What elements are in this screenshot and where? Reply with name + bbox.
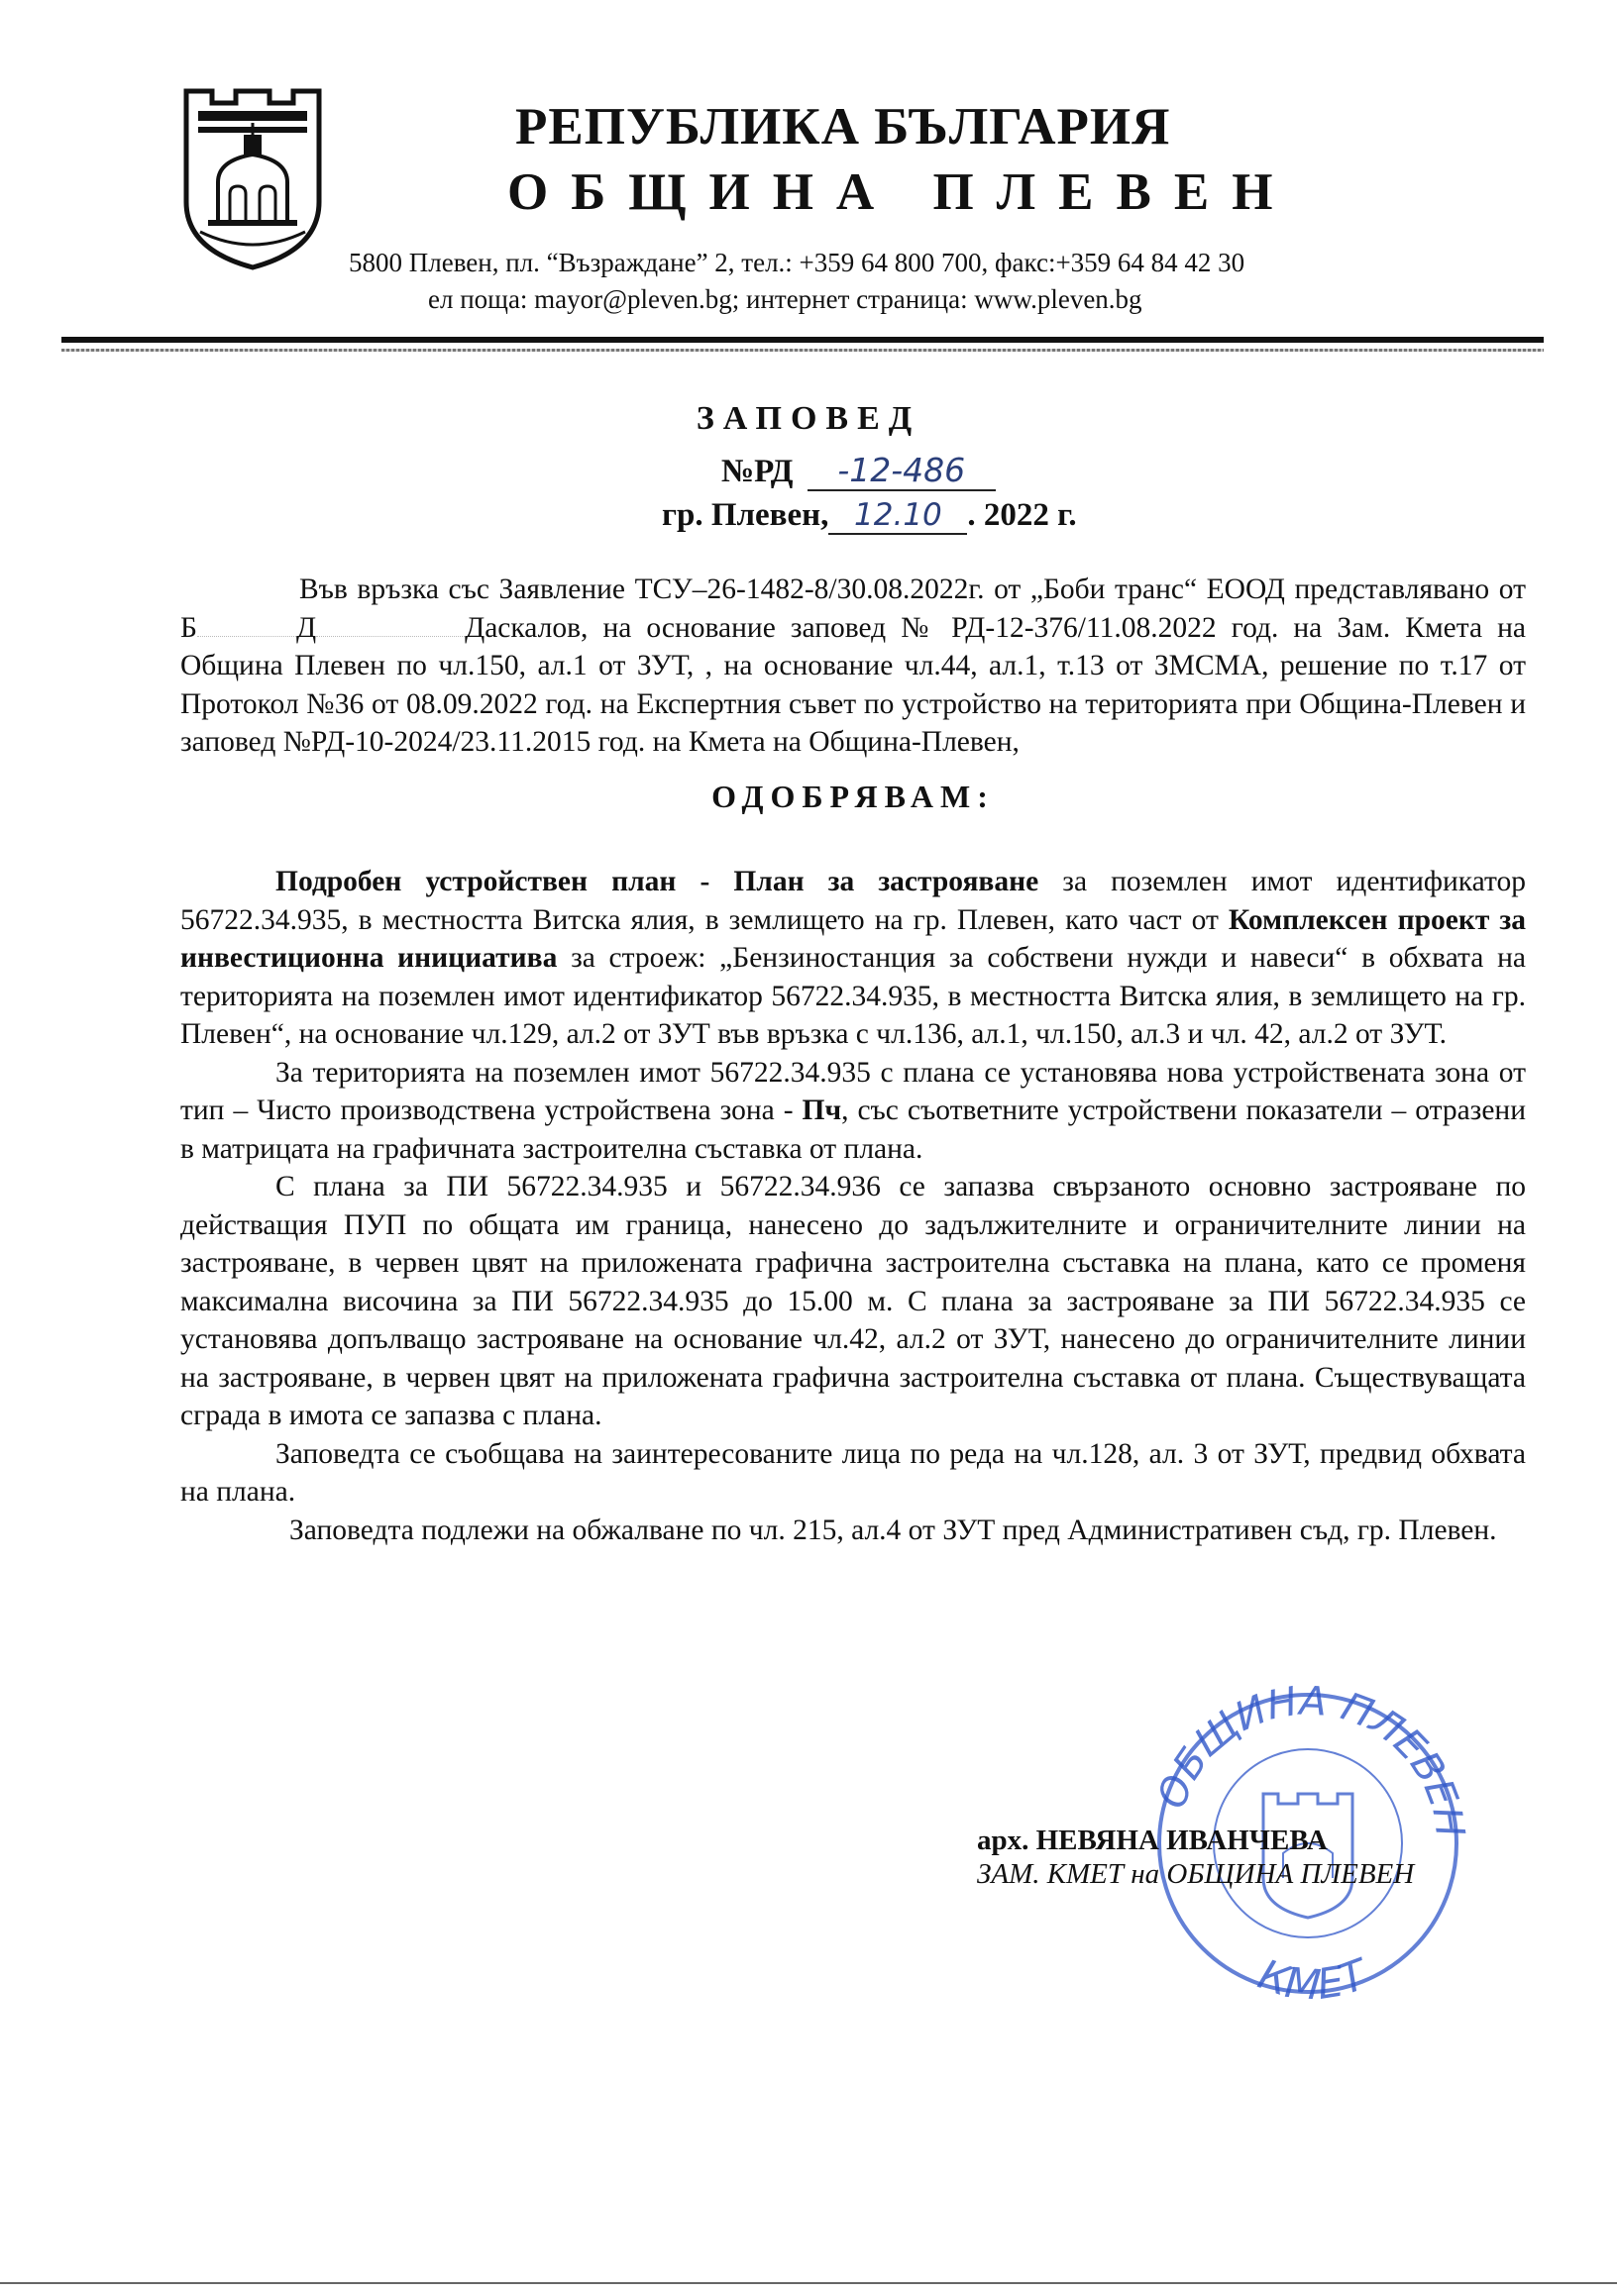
- approve-heading: ОДОБРЯВАМ:: [711, 778, 995, 814]
- paragraph-grounds: [180, 571, 1526, 762]
- bottom-scan-edge: [0, 2282, 1617, 2284]
- order-title: ЗАПОВЕД: [696, 400, 921, 437]
- zone-text-b: , със съответните устройствени показатели – отразени в матрицата на графичната застроителна съставка от плана.: [180, 1095, 1527, 1165]
- grounds-text-c: Даскалов, на основание заповед № РД-12-376/11.08.2022 год. на Зам. Кмета на Община Плевен по чл.150, ал.1 от ЗУТ, , на основание чл.44, ал.1, т.13 от ЗМСМА, решение по т.17 от Протокол №36 от 08.09.2022 год. на Експертния съвет по устройство на територията при Община-Плевен и заповед №РД-10-2024/23.11.2015 год. на Кмета на Община-Плевен,: [180, 611, 1526, 758]
- grounds-initial: Д: [295, 611, 317, 644]
- order-year: . 2022 г.: [967, 497, 1077, 533]
- plan-text-b: за строеж: „Бензиностанция за собствени нужди и навеси“ в обхвата на територията на поземлен имот идентификатор 56722.34.935, в местността Витска ялия, в землището на гр. Плевен“, на основание чл.129, ал.2 от ЗУТ във връзка с чл.136, ал.1, чл.150, ал.3 и чл. 42, ал.2 от ЗУТ.: [180, 942, 1526, 1050]
- paragraph-notification: Заповедта се съобщава на заинтересованите лица по реда на чл.128, ал. 3 от ЗУТ, предвид обхвата на плана.: [180, 1437, 1526, 1508]
- header-address: 5800 Плевен, пл. “Възраждане” 2, тел.: +359 64 800 700, факс:+359 64 84 42 30: [349, 248, 1245, 277]
- header-contacts: ел поща: mayor@pleven.bg; интернет страница: www.pleven.bg: [428, 284, 1142, 314]
- redacted-name: [197, 636, 296, 637]
- signatory-position: ЗАМ. КМЕТ на ОБЩИНА ПЛЕВЕН: [977, 1858, 1415, 1890]
- header-divider: [61, 337, 1544, 343]
- plan-title: Подробен устройствен план - План за застрояване: [275, 866, 1039, 897]
- zone-code: Пч: [802, 1095, 842, 1126]
- signatory-name: арх. НЕВЯНА ИВАНЧЕВА: [977, 1825, 1328, 1856]
- order-number-handwritten: -12-486: [808, 451, 996, 491]
- redacted-name: [316, 636, 465, 637]
- paragraph-building: С плана за ПИ 56722.34.935 и 56722.34.936 се запазва свързаното основно застрояване по действащия ПУП по общата им граница, нанесено до задължителните и ограничителните линии на застрояване, в червен цвят на приложената графична застроителна съставка на плана, като се променя максимална височина за ПИ 56722.34.935 до 15.00 м. С плана за застрояване за ПИ 56722.34.935 се установява допълващо застрояване на основание чл.42, ал.2 от ЗУТ, нанесено до ограничителните линии на застрояване, в червен цвят на приложената графична застроителна съставка от плана. Съществуващата сграда в имота се запазва с плана.: [180, 1171, 1526, 1431]
- seal-top-text: ОБЩИНА ПЛЕВЕН: [1148, 1678, 1473, 1840]
- header-divider-thin: [61, 349, 1544, 352]
- order-place-date: [662, 497, 1077, 535]
- order-number: [721, 451, 996, 491]
- order-number-prefix: №РД: [721, 454, 794, 489]
- order-city: гр. Плевен,: [662, 497, 829, 533]
- header-municipality-title: ОБЩИНА ПЛЕВЕН: [507, 163, 1296, 221]
- paragraph-zone: [180, 1054, 1526, 1169]
- plan-text-a: за поземлен имот идентификатор 56722.34.935, в местността Витска ялия, в землището на гр. Плевен, като част от: [180, 866, 1526, 936]
- project-title: Комплексен проект за инвестиционна инициатива: [180, 903, 1526, 974]
- grounds-text-a: Във връзка със Заявление ТСУ–26-1482-8/30.08.2022г. от „Боби транс“ ЕООД представлявано от Б: [180, 574, 1526, 644]
- order-date-handwritten: 12.10: [828, 497, 967, 535]
- zone-text-a: За територията на поземлен имот 56722.34.935 с плана се установява нова устройствената зона от тип – Чисто производствена устройствена зона -: [180, 1056, 1526, 1126]
- paragraph-plan: [180, 863, 1526, 1054]
- order-body: [180, 571, 1526, 1549]
- header-republic-title: РЕПУБЛИКА БЪЛГАРИЯ: [515, 98, 1171, 156]
- seal-bottom-text: КМЕТ: [1252, 1949, 1373, 2007]
- coat-of-arms-icon: [178, 83, 327, 271]
- paragraph-appeal: Заповедта подлежи на обжалване по чл. 215, ал.4 от ЗУТ пред Административен съд, гр. Плевен.: [289, 1513, 1497, 1546]
